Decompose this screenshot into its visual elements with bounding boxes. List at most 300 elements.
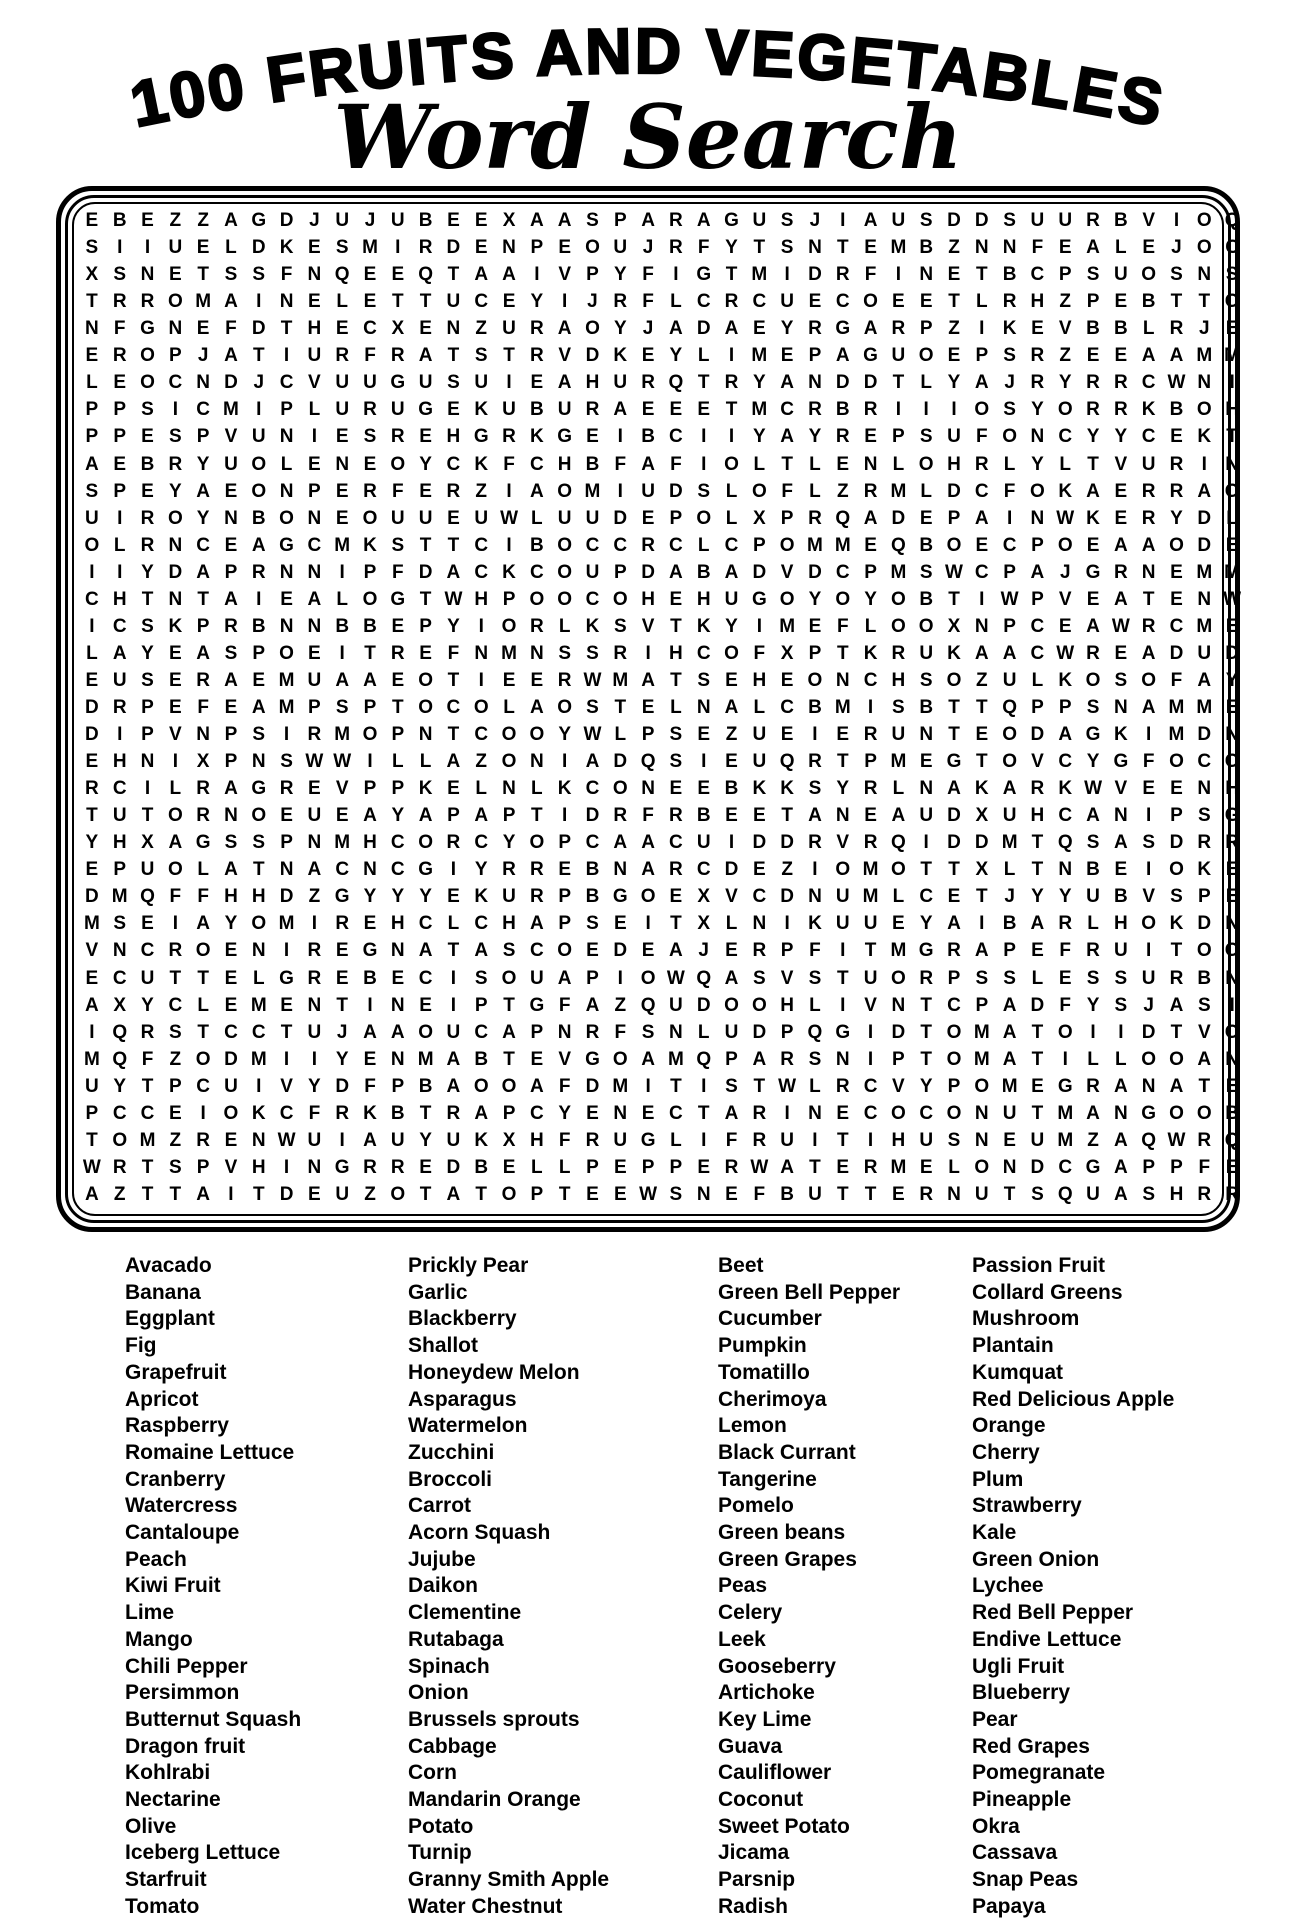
grid-letter: L (753, 453, 766, 475)
word-list-item: Chili Pepper (125, 1654, 248, 1678)
grid-letter: R (585, 1021, 600, 1043)
grid-letter: E (1086, 534, 1100, 556)
grid-letter: B (696, 561, 711, 583)
grid-letter: E (752, 805, 766, 827)
grid-letter: E (168, 696, 182, 718)
grid-letter: L (308, 399, 321, 421)
grid-letter: R (891, 642, 906, 664)
grid-letter: Y (558, 1102, 571, 1124)
grid-letter: R (1030, 778, 1045, 800)
grid-letter: E (558, 237, 571, 259)
grid-letter: C (863, 669, 878, 691)
grid-letter: B (363, 967, 377, 989)
grid-letter: R (390, 426, 405, 448)
grid-letter: M (334, 534, 351, 556)
grid-letter: F (670, 453, 682, 475)
grid-letter: O (557, 940, 573, 962)
grid-letter: C (418, 913, 433, 935)
grid-letter: U (474, 507, 489, 529)
grid-letter: C (613, 534, 628, 556)
grid-letter: E (113, 453, 127, 475)
grid-letter: U (557, 399, 572, 421)
grid-letter: I (867, 1048, 874, 1070)
grid-letter: M (667, 1048, 684, 1070)
grid-letter: A (1030, 561, 1045, 583)
word-list-item: Zucchini (408, 1440, 495, 1464)
grid-letter: D (1030, 1156, 1045, 1178)
grid-letter: M (139, 1129, 156, 1151)
grid-letter: A (1002, 1021, 1017, 1043)
grid-letter: O (890, 615, 906, 637)
grid-letter: R (808, 751, 822, 773)
grid-letter: E (947, 345, 961, 367)
word-list-item: Blueberry (972, 1681, 1071, 1705)
grid-letter: E (836, 1156, 850, 1178)
grid-letter: Z (1059, 345, 1072, 367)
grid-letter: C (446, 696, 461, 718)
grid-letter: D (85, 724, 99, 746)
word-list-item: Plantain (972, 1334, 1054, 1358)
grid-letter: A (529, 913, 544, 935)
grid-letter: U (1030, 1129, 1045, 1151)
grid-letter: K (1169, 913, 1184, 935)
grid-letter: N (1141, 1075, 1156, 1097)
grid-letter: Y (1058, 372, 1072, 394)
grid-letter: E (947, 886, 961, 908)
grid-letter: S (947, 1129, 961, 1151)
grid-letter: L (169, 778, 182, 800)
grid-letter: Q (668, 372, 684, 394)
grid-letter: P (196, 426, 210, 448)
grid-letter: B (919, 237, 934, 259)
grid-letter: M (973, 1048, 990, 1070)
grid-letter: N (696, 696, 711, 718)
grid-letter: T (447, 724, 460, 746)
grid-letter: G (1085, 561, 1101, 583)
grid-letter: O (557, 534, 573, 556)
grid-letter: A (196, 480, 210, 502)
grid-letter: A (1113, 1129, 1128, 1151)
grid-letter: T (475, 1183, 488, 1205)
grid-letter: I (951, 399, 957, 421)
grid-letter: R (752, 1129, 767, 1151)
grid-letter: U (446, 1021, 461, 1043)
grid-letter: O (946, 1102, 962, 1124)
grid-letter: S (919, 561, 933, 583)
grid-letter: T (836, 642, 849, 664)
grid-letter: R (196, 778, 210, 800)
grid-letter: R (1197, 832, 1212, 854)
grid-letter: N (418, 724, 433, 746)
grid-letter: N (808, 1102, 822, 1124)
grid-letter: S (1003, 210, 1016, 232)
grid-letter: O (918, 453, 934, 475)
grid-letter: A (947, 913, 961, 935)
word-list-item: Water Chestnut (408, 1894, 563, 1918)
grid-letter: R (1030, 372, 1045, 394)
grid-letter: D (780, 832, 794, 854)
grid-letter: I (562, 805, 568, 827)
grid-letter: C (585, 588, 600, 610)
grid-letter: R (669, 237, 683, 259)
word-list-item: Key Lime (718, 1707, 812, 1731)
grid-letter: Y (1170, 507, 1183, 529)
grid-letter: N (835, 669, 850, 691)
page-title: 100 FRUITS AND VEGETABLES (124, 14, 1172, 141)
grid-letter: O (501, 751, 517, 773)
grid-letter: N (1113, 1102, 1128, 1124)
grid-letter: F (558, 1129, 571, 1151)
grid-letter: D (168, 561, 183, 583)
grid-letter: D (85, 886, 99, 908)
grid-letter: V (1031, 751, 1044, 773)
grid-letter: N (1197, 372, 1212, 394)
grid-letter: U (502, 886, 516, 908)
grid-letter: M (779, 615, 796, 637)
grid-letter: N (863, 453, 878, 475)
word-list-item: Orange (972, 1414, 1046, 1438)
grid-letter: E (141, 913, 154, 935)
grid-letter: E (1170, 561, 1183, 583)
grid-letter: Z (364, 1183, 376, 1205)
word-list-item: Cranberry (125, 1467, 226, 1491)
grid-letter: W (1084, 778, 1102, 800)
grid-letter: O (724, 642, 739, 664)
grid-letter: C (1002, 534, 1017, 556)
grid-letter: P (224, 724, 238, 746)
grid-letter: N (974, 1129, 989, 1151)
grid-letter: Q (112, 1021, 128, 1043)
word-list-item: Grapefruit (125, 1360, 227, 1384)
grid-letter: P (1031, 534, 1044, 556)
grid-letter: E (613, 913, 627, 935)
grid-letter: A (1169, 1075, 1184, 1097)
grid-letter: U (335, 399, 350, 421)
grid-letter: O (529, 724, 545, 746)
grid-letter: L (670, 696, 682, 718)
grid-letter: E (447, 886, 460, 908)
grid-letter: G (390, 588, 406, 610)
grid-letter: C (585, 534, 600, 556)
grid-letter: Q (334, 264, 350, 286)
grid-letter: L (1003, 859, 1016, 881)
grid-letter: S (1142, 1183, 1155, 1205)
word-list-item: Cassava (972, 1841, 1058, 1865)
grid-letter: P (586, 967, 599, 989)
grid-letter: O (890, 1102, 906, 1124)
grid-letter: U (502, 399, 516, 421)
grid-letter: D (752, 1021, 767, 1043)
grid-letter: E (502, 669, 516, 691)
word-list-item: Jicama (718, 1841, 790, 1865)
grid-letter: N (363, 859, 377, 881)
grid-letter: S (252, 264, 266, 286)
grid-letter: L (113, 534, 126, 556)
grid-letter: R (613, 291, 628, 313)
grid-letter: F (141, 1048, 154, 1070)
grid-letter: R (196, 805, 210, 827)
grid-letter: Y (419, 453, 432, 475)
grid-letter: V (168, 724, 182, 746)
grid-letter: P (1031, 696, 1044, 718)
grid-letter: R (835, 1075, 850, 1097)
grid-letter: N (307, 561, 322, 583)
grid-letter: A (446, 561, 461, 583)
grid-letter: A (863, 210, 878, 232)
grid-letter: E (919, 291, 933, 313)
word-list-item: Papaya (972, 1894, 1046, 1918)
grid-letter: N (390, 994, 405, 1016)
grid-letter: N (1197, 778, 1212, 800)
grid-letter: N (196, 724, 210, 746)
grid-letter: A (557, 318, 572, 340)
grid-letter: E (224, 480, 238, 502)
word-list-item: Mango (125, 1627, 193, 1651)
grid-letter: G (612, 886, 628, 908)
grid-letter: E (725, 805, 738, 827)
grid-letter: A (1002, 642, 1017, 664)
word-list-item: Potato (408, 1814, 474, 1838)
grid-letter: G (640, 1129, 656, 1151)
grid-letter: S (1225, 264, 1239, 286)
grid-letter: M (890, 751, 907, 773)
grid-letter: W (1056, 507, 1075, 529)
grid-letter: A (224, 588, 238, 610)
grid-letter: O (863, 291, 878, 313)
grid-letter: T (280, 1021, 293, 1043)
grid-letter: P (363, 696, 377, 718)
grid-letter: O (1141, 669, 1157, 691)
grid-letter: R (724, 291, 739, 313)
grid-letter: N (835, 1048, 850, 1070)
grid-letter: D (1030, 724, 1045, 746)
grid-letter: T (1031, 1102, 1044, 1124)
grid-letter: P (669, 1156, 683, 1178)
grid-letter: T (948, 291, 960, 313)
grid-letter: M (612, 1075, 629, 1097)
grid-letter: K (1058, 778, 1073, 800)
grid-letter: S (252, 724, 266, 746)
grid-letter: A (390, 1021, 405, 1043)
grid-letter: N (307, 832, 322, 854)
grid-letter: H (529, 1129, 544, 1151)
grid-letter: I (867, 1129, 874, 1151)
grid-letter: R (1225, 832, 1239, 854)
grid-letter: T (725, 264, 738, 286)
page-subtitle: Word Search (333, 85, 963, 189)
grid-letter: F (558, 1075, 571, 1097)
grid-letter: R (1113, 372, 1128, 394)
grid-letter: C (947, 994, 961, 1016)
grid-letter: O (1196, 940, 1212, 962)
grid-letter: E (586, 1183, 599, 1205)
grid-letter: Y (836, 778, 850, 800)
grid-letter: E (1170, 778, 1183, 800)
grid-letter: I (256, 588, 262, 610)
grid-letter: J (698, 940, 709, 962)
grid-letter: V (1058, 318, 1072, 340)
grid-letter: T (836, 237, 849, 259)
grid-letter: C (529, 453, 544, 475)
grid-letter: E (168, 669, 182, 691)
grid-letter: R (1002, 291, 1017, 313)
grid-letter: A (418, 345, 433, 367)
grid-letter: P (419, 615, 432, 637)
word-list-column-4 (972, 1253, 1174, 1921)
grid-letter: U (168, 237, 183, 259)
grid-letter: M (862, 859, 879, 881)
grid-letter: S (113, 264, 127, 286)
word-list-item: Red Grapes (972, 1734, 1090, 1758)
grid-letter: P (613, 210, 627, 232)
grid-letter: L (670, 1129, 682, 1151)
grid-letter: Y (363, 886, 377, 908)
grid-letter: K (696, 615, 711, 637)
word-list-item: Blackberry (408, 1307, 517, 1331)
grid-letter: E (530, 1048, 544, 1070)
grid-letter: P (558, 832, 571, 854)
grid-letter: Y (919, 913, 933, 935)
grid-letter: M (1168, 724, 1185, 746)
grid-letter: E (335, 805, 349, 827)
word-list-item: Asparagus (408, 1387, 517, 1411)
grid-letter: N (808, 886, 822, 908)
grid-letter: O (640, 886, 656, 908)
grid-letter: S (1197, 994, 1211, 1016)
grid-letter: Z (475, 318, 488, 340)
grid-letter: K (752, 778, 767, 800)
grid-letter: L (419, 751, 432, 773)
grid-letter: E (335, 940, 349, 962)
grid-letter: P (1058, 264, 1072, 286)
word-list-column-1 (125, 1253, 301, 1921)
grid-letter: N (1225, 1048, 1239, 1070)
grid-letter: O (1169, 1102, 1184, 1124)
grid-letter: H (1169, 1183, 1184, 1205)
grid-letter: A (557, 372, 572, 394)
grid-letter: E (1225, 1156, 1239, 1178)
grid-letter: Y (1086, 751, 1100, 773)
grid-letter: M (223, 399, 239, 421)
grid-letter: G (1224, 805, 1240, 827)
grid-letter: N (279, 291, 294, 313)
grid-letter: O (724, 453, 739, 475)
grid-letter: G (918, 940, 934, 962)
grid-letter: R (808, 832, 822, 854)
grid-letter: J (364, 210, 376, 232)
grid-letter: L (753, 696, 766, 718)
grid-letter: C (85, 588, 99, 610)
grid-letter: E (447, 507, 460, 529)
grid-letter: S (1003, 345, 1016, 367)
grid-letter: O (1002, 724, 1017, 746)
grid-letter: L (475, 778, 488, 800)
grid-letter: B (696, 805, 711, 827)
grid-letter: R (390, 1156, 405, 1178)
grid-letter: R (557, 669, 572, 691)
grid-letter: S (1086, 967, 1100, 989)
grid-letter: P (1003, 615, 1016, 637)
grid-letter: I (283, 345, 290, 367)
grid-letter: P (613, 561, 627, 583)
grid-letter: P (558, 913, 571, 935)
grid-letter: W (583, 724, 602, 746)
grid-letter: R (752, 940, 767, 962)
grid-letter: R (974, 453, 989, 475)
grid-letter: I (1146, 940, 1152, 962)
grid-letter: F (642, 264, 654, 286)
grid-letter: C (279, 372, 294, 394)
grid-letter: A (1086, 1102, 1100, 1124)
grid-letter: R (808, 318, 822, 340)
grid-letter: S (1086, 264, 1100, 286)
grid-letter: I (117, 724, 123, 746)
word-list-item: Turnip (408, 1841, 472, 1865)
grid-letter: P (363, 561, 377, 583)
word-list-item: Parsnip (718, 1868, 796, 1892)
grid-letter: E (1142, 237, 1155, 259)
word-list-item: Mandarin Orange (408, 1788, 581, 1812)
grid-letter: L (531, 1156, 543, 1178)
grid-letter: A (1030, 913, 1045, 935)
grid-letter: R (140, 534, 155, 556)
grid-letter: C (863, 1102, 878, 1124)
grid-letter: E (808, 291, 822, 313)
grid-letter: K (1058, 669, 1073, 691)
grid-letter: I (1118, 1021, 1124, 1043)
grid-letter: K (585, 615, 600, 637)
grid-letter: T (753, 1075, 766, 1097)
grid-letter: Q (807, 1021, 823, 1043)
grid-letter: O (807, 669, 823, 691)
grid-letter: E (780, 669, 794, 691)
grid-letter: Y (391, 805, 405, 827)
grid-letter: T (975, 264, 988, 286)
grid-letter: N (752, 913, 767, 935)
grid-letter: G (418, 399, 433, 421)
grid-letter: B (251, 507, 266, 529)
grid-letter: S (168, 1021, 182, 1043)
word-list-item: Ugli Fruit (972, 1654, 1065, 1678)
grid-letter: I (617, 967, 623, 989)
grid-letter: A (474, 940, 489, 962)
grid-letter: E (85, 751, 99, 773)
grid-letter: V (335, 778, 349, 800)
grid-letter: A (196, 1183, 210, 1205)
grid-letter: S (252, 832, 266, 854)
grid-letter: L (1115, 237, 1127, 259)
grid-letter: X (85, 264, 99, 286)
grid-letter: P (224, 561, 238, 583)
grid-letter: U (669, 994, 683, 1016)
grid-letter: H (1225, 399, 1239, 421)
grid-letter: R (363, 1156, 377, 1178)
word-list-item: Dragon fruit (125, 1734, 246, 1758)
grid-letter: U (1002, 669, 1017, 691)
grid-letter: I (1229, 372, 1235, 394)
grid-letter: T (725, 399, 738, 421)
grid-letter: T (1170, 1021, 1183, 1043)
grid-letter: M (250, 1048, 267, 1070)
word-list-item: Tomatillo (718, 1360, 810, 1384)
grid-letter: C (474, 913, 489, 935)
grid-letter: I (256, 399, 262, 421)
grid-letter: P (196, 1156, 210, 1178)
grid-letter: E (168, 642, 182, 664)
grid-letter: E (1058, 237, 1072, 259)
grid-letter: M (1196, 345, 1213, 367)
grid-letter: I (200, 1102, 206, 1124)
